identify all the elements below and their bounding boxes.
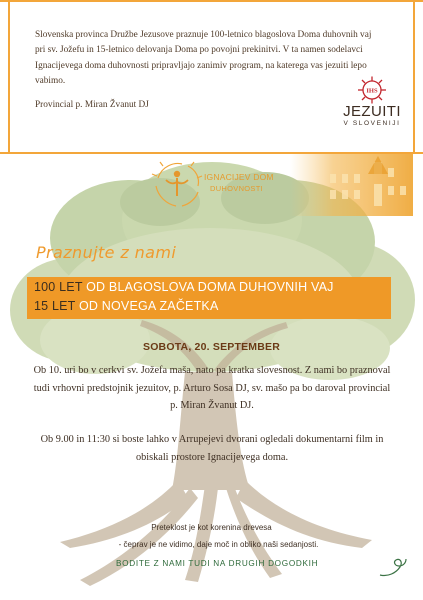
- program-film-paragraph: Ob 9.00 in 11:30 si boste lahko v Arrupejevi dvorani ogledali dokumentarni film in obiskali prostore Ignacijevega doma.: [40, 434, 384, 463]
- banner-line-15-years: [34, 299, 219, 313]
- event-date: SOBOTA, 20. SEPTEMBER: [142, 341, 281, 353]
- other-events-note: BODITE Z NAMI TUDI NA DRUGIH DOGODKIH: [116, 559, 319, 568]
- banner-text-blessing: OD BLAGOSLOVA DOMA DUHOVNIH VAJ: [82, 280, 334, 294]
- provincial-signature: Provincial p. Miran Žvanut DJ: [35, 99, 149, 110]
- ihs-sunburst-seal-icon: [356, 76, 388, 104]
- intro-paragraph: Slovenska provinca Družbe Jezusove praznuje 100-letnico blagoslova Doma duhovnih vaj pri sv. Jožefu in 15-letnico delovanja Doma po povojni prekinitvi. V ta namen sodelavci Ignacijevega doma duhovnosti pripravljajo zanimiv program, na katerega vas jezuiti lepo vabimo.: [35, 30, 372, 87]
- banner-number-100: 100 LET: [34, 280, 83, 294]
- banner-number-15: 15 LET: [34, 299, 76, 313]
- jezuiti-name: JEZUITI: [343, 103, 401, 120]
- seal-text: IHS: [366, 87, 378, 95]
- building-graphic: [290, 154, 413, 216]
- roots-quote: [0, 519, 423, 553]
- banner-line-100-years: [34, 280, 334, 294]
- ignacijev-dom-logo: [148, 156, 288, 214]
- celebrate-heading: Praznujte z nami: [36, 243, 177, 262]
- jezuiti-subtitle: V SLOVENIJI: [343, 120, 401, 127]
- quote-line-2: - čeprav je ne vidimo, daje moč in obliko naši sedanjosti.: [118, 540, 319, 549]
- jezuiti-logo: [332, 76, 412, 136]
- anniversary-banner: [27, 277, 391, 319]
- intro-text: [35, 28, 380, 113]
- quote-line-1: Preteklost je kot korenina drevesa: [151, 523, 272, 532]
- intro-frame: [0, 0, 423, 154]
- dom-subtitle: DUHOVNOSTI: [210, 184, 264, 193]
- banner-text-new-beginning: OD NOVEGA ZAČETKA: [75, 299, 219, 313]
- swirl-flourish-icon: [378, 555, 408, 579]
- praying-figure-sun-icon: [148, 156, 206, 212]
- program-mass-paragraph: Ob 10. uri bo v cerkvi sv. Jožefa maša, nato pa kratka slovesnost. Z nami bo praznoval tudi vrhovni predstojnik jezuitov, p. Arturo Sosa DJ, sv. mašo pa bo daroval provincial p. Miran Žvanut DJ.: [33, 365, 391, 411]
- dom-name: IGNACIJEV DOM: [204, 172, 274, 182]
